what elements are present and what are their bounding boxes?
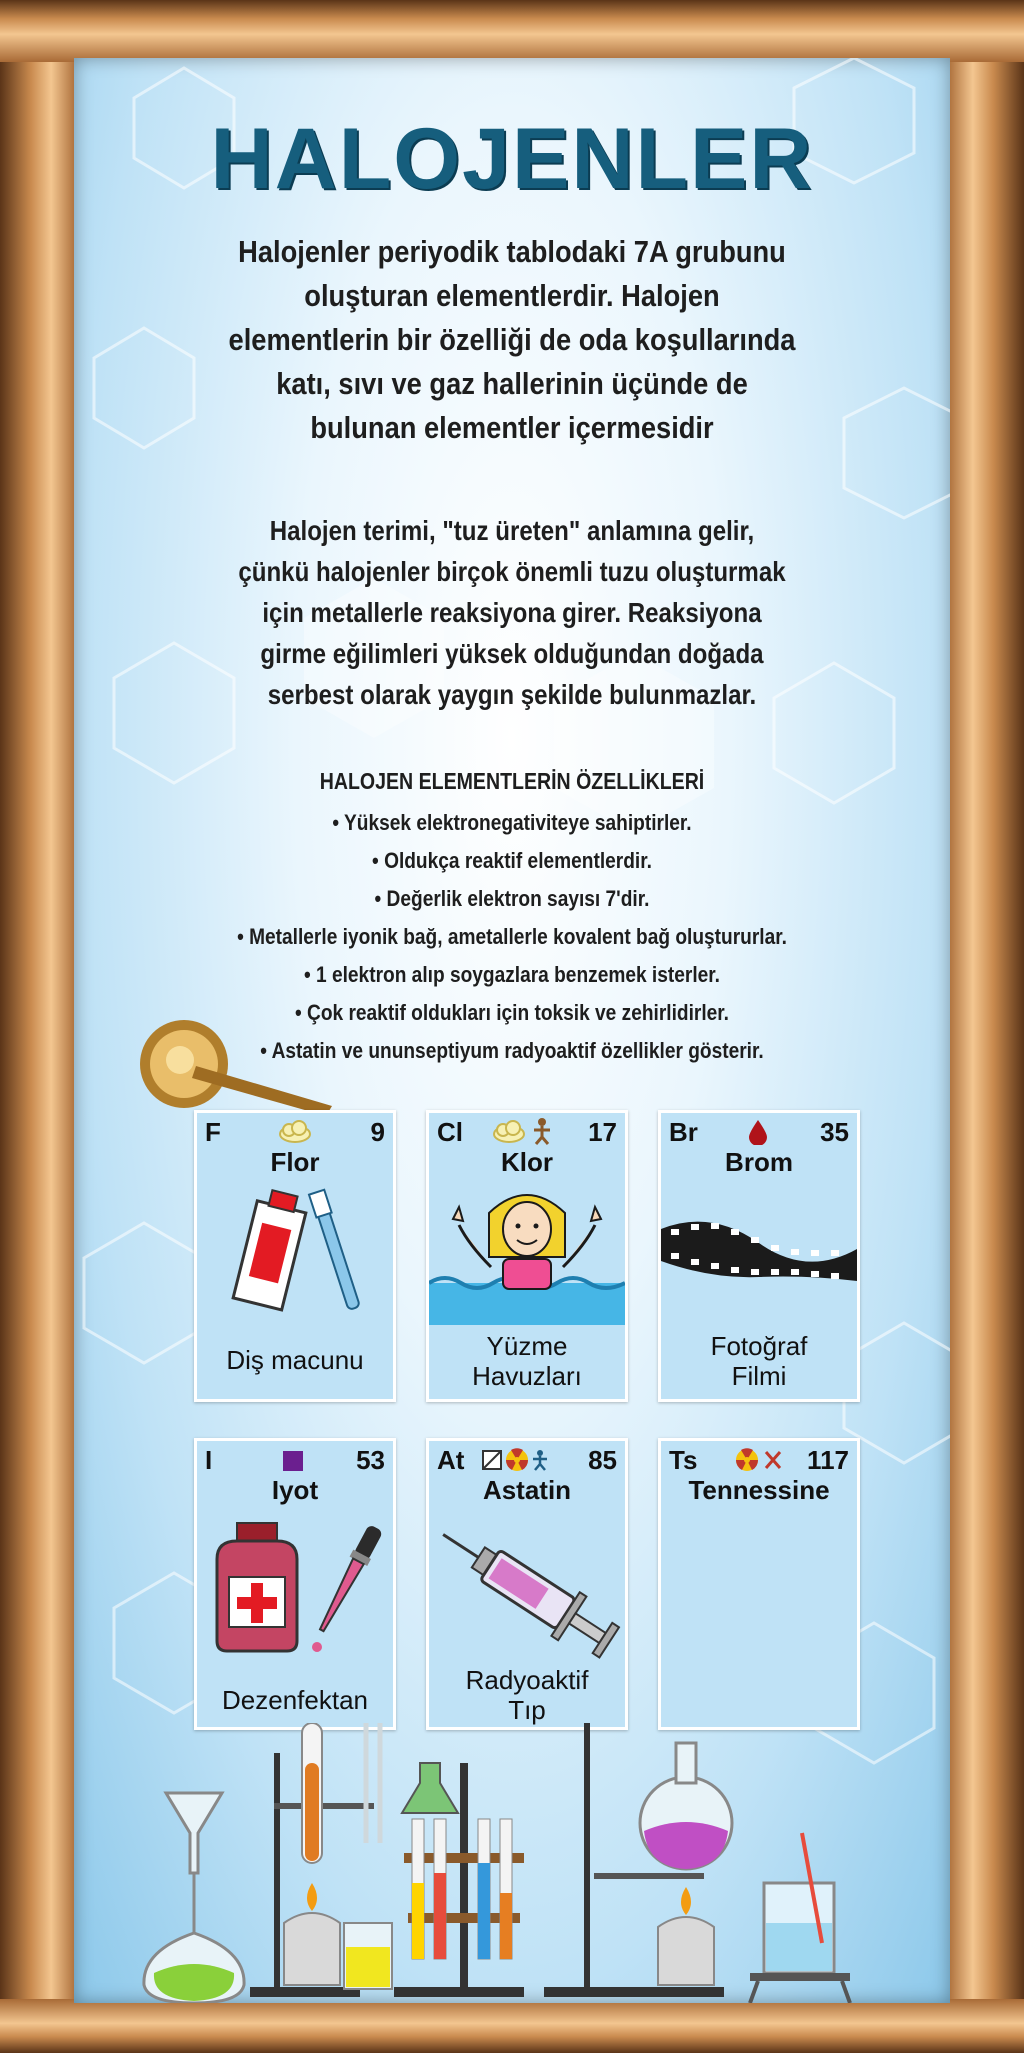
solid-square-icon xyxy=(281,1449,305,1473)
element-name: Brom xyxy=(725,1147,793,1177)
element-name: Astatin xyxy=(482,1475,572,1505)
frame-bottom-edge xyxy=(0,1999,1024,2053)
element-name: Klor xyxy=(501,1147,553,1177)
element-symbol: Br xyxy=(669,1117,698,1147)
toxic-person-icon xyxy=(531,1449,549,1471)
gas-cloud-icon xyxy=(277,1119,313,1143)
atomic-number: 53 xyxy=(356,1445,385,1475)
frame-top-edge xyxy=(0,0,1024,62)
element-symbol: I xyxy=(205,1445,213,1475)
element-card-brom xyxy=(658,1110,860,1402)
element-card-tennessine xyxy=(658,1438,860,1730)
liquid-drop-icon xyxy=(747,1119,769,1145)
gas-cloud-icon xyxy=(491,1119,527,1143)
property-item: • Yüksek elektronegativiteye sahiptirler. xyxy=(332,810,692,835)
toxic-x-icon xyxy=(763,1449,783,1471)
poster xyxy=(74,58,950,2003)
description-paragraph: Halojen terimi, "tuz üreten" anlamına gelir, çünkü halojenler birçok önemli tuzu oluşturmak için metallerle reaksiyona girer. Reaksiyona girme eğilimleri yüksek olduğundan doğada serbest olarak yaygın şekilde bulunmazlar. xyxy=(238,515,786,710)
property-item: • Metallerle iyonik bağ, ametallerle kovalent bağ oluştururlar. xyxy=(237,924,787,949)
atomic-number: 9 xyxy=(370,1117,385,1147)
lab-equipment-illustration xyxy=(74,1723,950,2003)
property-item: • Astatin ve ununseptiyum radyoaktif özellikler gösterir. xyxy=(260,1038,764,1063)
toothpaste-icon xyxy=(219,1185,369,1315)
element-name: Tennessine xyxy=(688,1475,830,1505)
syringe-icon xyxy=(429,1519,625,1659)
radioactive-icon xyxy=(505,1448,529,1472)
atomic-number: 35 xyxy=(820,1117,849,1147)
element-card-astatin xyxy=(426,1438,628,1730)
properties-heading: HALOJEN ELEMENTLERİN ÖZELLİKLERİ xyxy=(319,768,705,794)
element-use: Fotoğraf Filmi xyxy=(710,1331,808,1391)
element-card-klor xyxy=(426,1110,628,1402)
atomic-number: 17 xyxy=(588,1117,617,1147)
element-symbol: At xyxy=(437,1445,465,1475)
element-use: Radyoaktif Tıp xyxy=(465,1665,589,1725)
toxic-person-icon xyxy=(531,1117,553,1145)
property-item: • 1 elektron alıp soygazlara benzemek isterler. xyxy=(304,962,720,987)
intro-paragraph: Halojenler periyodik tablodaki 7A grubunu oluşturan elementlerdir. Halojen elementlerin bir özelliği de oda koşullarında katı, sıvı ve gaz hallerinin üçünde de bulunan elementler içermesidir xyxy=(228,234,796,445)
radioactive-icon xyxy=(735,1448,759,1472)
property-item: • Çok reaktif oldukları için toksik ve zehirlidirler. xyxy=(295,1000,729,1025)
element-symbol: Cl xyxy=(437,1117,463,1147)
element-card-iyot xyxy=(194,1438,396,1730)
element-symbol: Ts xyxy=(669,1445,698,1475)
element-name: Iyot xyxy=(271,1475,319,1505)
pin-icon xyxy=(136,1006,336,1116)
page-title: HALOJENLER xyxy=(210,111,814,207)
atomic-number: 117 xyxy=(807,1445,849,1475)
property-item: • Değerlik elektron sayısı 7'dir. xyxy=(374,886,650,911)
property-item: • Oldukça reaktif elementlerdir. xyxy=(372,848,652,873)
unknown-state-icon xyxy=(481,1449,503,1471)
element-use: Yüzme Havuzları xyxy=(472,1331,582,1391)
film-strip-icon xyxy=(661,1209,857,1299)
element-use: Dezenfektan xyxy=(222,1685,368,1715)
disinfectant-icon xyxy=(209,1519,385,1655)
element-card-flor xyxy=(194,1110,396,1402)
swimmer-icon xyxy=(429,1185,625,1325)
element-use: Diş macunu xyxy=(226,1345,364,1375)
element-symbol: F xyxy=(205,1117,221,1147)
element-name: Flor xyxy=(270,1147,320,1177)
atomic-number: 85 xyxy=(588,1445,617,1475)
